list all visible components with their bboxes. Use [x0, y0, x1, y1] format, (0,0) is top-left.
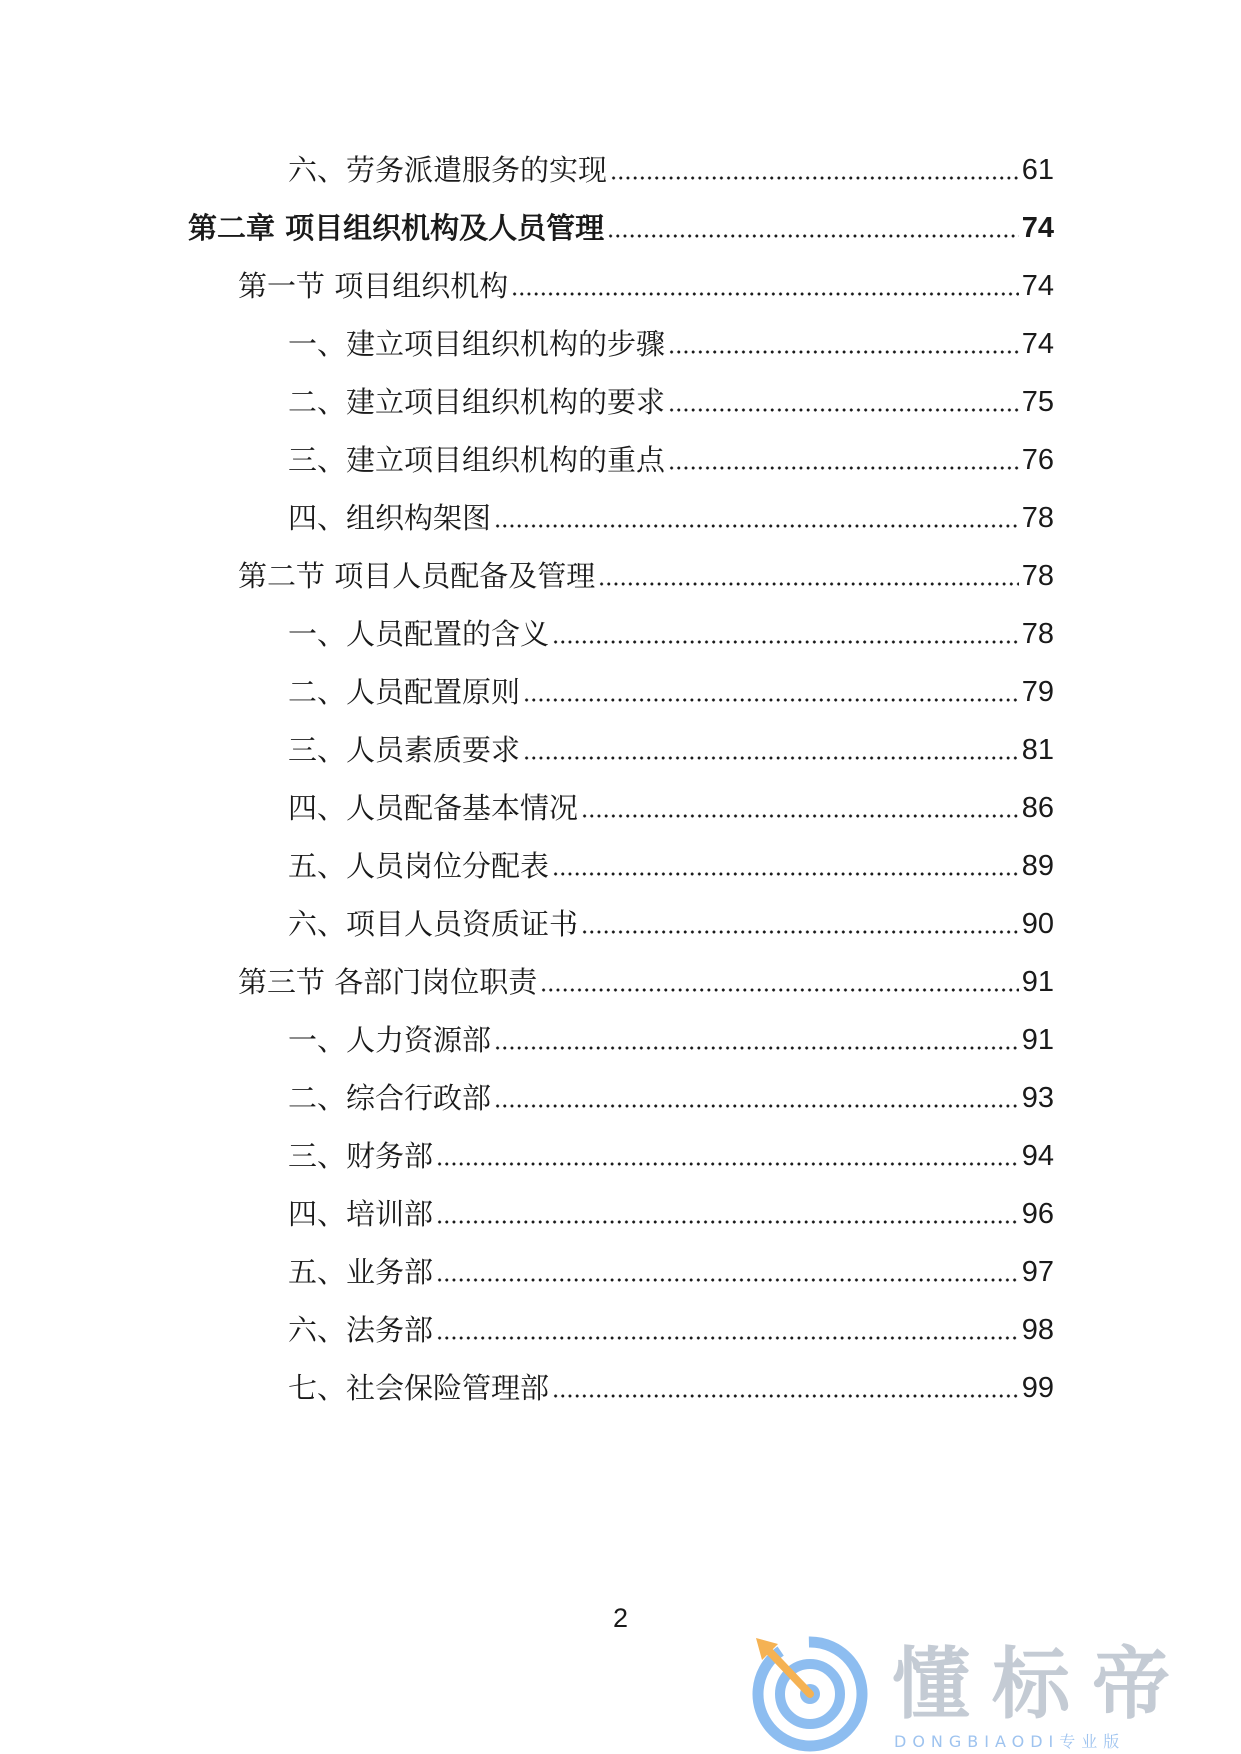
- toc-leader-dots: [494, 1101, 1019, 1111]
- toc-entry[interactable]: [288, 1134, 1054, 1178]
- page-number: 2: [612, 1603, 629, 1633]
- toc-entry-title: 第一节 项目组织机构: [238, 269, 509, 303]
- toc-leader-dots: [523, 695, 1019, 705]
- toc-entry[interactable]: [288, 148, 1054, 192]
- watermark-brand: 懂标帝: [892, 1640, 1193, 1730]
- toc-leader-dots: [581, 811, 1019, 821]
- watermark: [740, 1624, 1241, 1754]
- toc-entry-page: 61: [1021, 154, 1054, 186]
- toc-entry[interactable]: [288, 1192, 1054, 1236]
- toc-entry[interactable]: [288, 1366, 1054, 1410]
- toc-leader-dots: [523, 753, 1019, 763]
- toc-leader-dots: [436, 1217, 1019, 1227]
- toc-entry-page: 93: [1021, 1082, 1054, 1114]
- toc-entry[interactable]: [288, 902, 1054, 946]
- toc-leader-dots: [494, 1043, 1019, 1053]
- toc-entry[interactable]: [288, 322, 1054, 366]
- toc-entry-title: 五、人员岗位分配表: [288, 849, 550, 883]
- toc-entry-title: 二、综合行政部: [288, 1081, 492, 1115]
- toc-entry-page: 96: [1021, 1198, 1054, 1230]
- toc-entry-page: 79: [1021, 676, 1054, 708]
- toc-entry[interactable]: [288, 612, 1054, 656]
- toc-entry-page: 78: [1021, 618, 1054, 650]
- toc-leader-dots: [552, 869, 1019, 879]
- toc-entry-title: 第二章 项目组织机构及人员管理: [188, 211, 605, 245]
- toc-entry-page: 86: [1021, 792, 1054, 824]
- toc-entry-title: 四、人员配备基本情况: [288, 791, 579, 825]
- toc-leader-dots: [511, 289, 1019, 299]
- toc-entry-page: 76: [1021, 444, 1054, 476]
- toc-entry-title: 三、人员素质要求: [288, 733, 521, 767]
- toc-entry-page: 74: [1021, 270, 1054, 302]
- toc-leader-dots: [607, 231, 1019, 241]
- watermark-subtitle: DONGBIAODI专业版: [894, 1732, 1126, 1751]
- toc-entry-page: 97: [1021, 1256, 1054, 1288]
- toc-entry-page: 78: [1021, 560, 1054, 592]
- toc-section-entry[interactable]: [238, 554, 1054, 598]
- toc-entry-title: 三、建立项目组织机构的重点: [288, 443, 666, 477]
- toc-entry-page: 91: [1021, 1024, 1054, 1056]
- toc-entry[interactable]: [288, 438, 1054, 482]
- toc-entry-page: 74: [1021, 212, 1054, 244]
- toc-entry-title: 第二节 项目人员配备及管理: [238, 559, 596, 593]
- toc-entry-title: 第三节 各部门岗位职责: [238, 965, 538, 999]
- toc-section-entry[interactable]: [238, 264, 1054, 308]
- toc-entry[interactable]: [288, 670, 1054, 714]
- toc-leader-dots: [540, 985, 1019, 995]
- toc-leader-dots: [668, 463, 1019, 473]
- toc-leader-dots: [668, 405, 1019, 415]
- toc-leader-dots: [494, 521, 1019, 531]
- toc-leader-dots: [436, 1275, 1019, 1285]
- toc-leader-dots: [668, 347, 1019, 357]
- toc-entry-title: 一、人力资源部: [288, 1023, 492, 1057]
- toc-entry[interactable]: [288, 1308, 1054, 1352]
- toc-entry-page: 90: [1021, 908, 1054, 940]
- toc-leader-dots: [598, 579, 1019, 589]
- toc-entry-title: 四、组织构架图: [288, 501, 492, 535]
- toc-entry-title: 四、培训部: [288, 1197, 434, 1231]
- toc-section-entry[interactable]: [238, 960, 1054, 1004]
- toc-entry[interactable]: [288, 496, 1054, 540]
- toc-entry-title: 六、劳务派遣服务的实现: [288, 153, 608, 187]
- toc-leader-dots: [436, 1333, 1019, 1343]
- toc-leader-dots: [436, 1159, 1019, 1169]
- toc-leader-dots: [552, 637, 1019, 647]
- toc-entry[interactable]: [288, 728, 1054, 772]
- toc-entry-title: 六、法务部: [288, 1313, 434, 1347]
- toc-entry[interactable]: [288, 1018, 1054, 1062]
- toc-entry-page: 94: [1021, 1140, 1054, 1172]
- toc-chapter-entry[interactable]: [188, 206, 1054, 250]
- toc-entry-page: 81: [1021, 734, 1054, 766]
- toc-entry-page: 91: [1021, 966, 1054, 998]
- toc-entry-page: 75: [1021, 386, 1054, 418]
- toc-entry-title: 二、建立项目组织机构的要求: [288, 385, 666, 419]
- toc-entry[interactable]: [288, 380, 1054, 424]
- toc-entry-title: 一、建立项目组织机构的步骤: [288, 327, 666, 361]
- toc-entry-page: 74: [1021, 328, 1054, 360]
- toc-entry[interactable]: [288, 844, 1054, 888]
- toc-entry-title: 二、人员配置原则: [288, 675, 521, 709]
- toc-leader-dots: [581, 927, 1019, 937]
- toc-entry[interactable]: [288, 786, 1054, 830]
- toc-entry-page: 89: [1021, 850, 1054, 882]
- toc-entry-page: 98: [1021, 1314, 1054, 1346]
- toc-entry-title: 五、业务部: [288, 1255, 434, 1289]
- toc-leader-dots: [552, 1391, 1019, 1401]
- toc-entry-title: 三、财务部: [288, 1139, 434, 1173]
- toc-entry-title: 七、社会保险管理部: [288, 1371, 550, 1405]
- toc-entry-title: 六、项目人员资质证书: [288, 907, 579, 941]
- toc-entry[interactable]: [288, 1076, 1054, 1120]
- toc-entry[interactable]: [288, 1250, 1054, 1294]
- toc-entry-page: 78: [1021, 502, 1054, 534]
- toc-entry-page: 99: [1021, 1372, 1054, 1404]
- target-arrow-icon: [748, 1630, 870, 1752]
- toc-entry-title: 一、人员配置的含义: [288, 617, 550, 651]
- toc-leader-dots: [610, 173, 1019, 183]
